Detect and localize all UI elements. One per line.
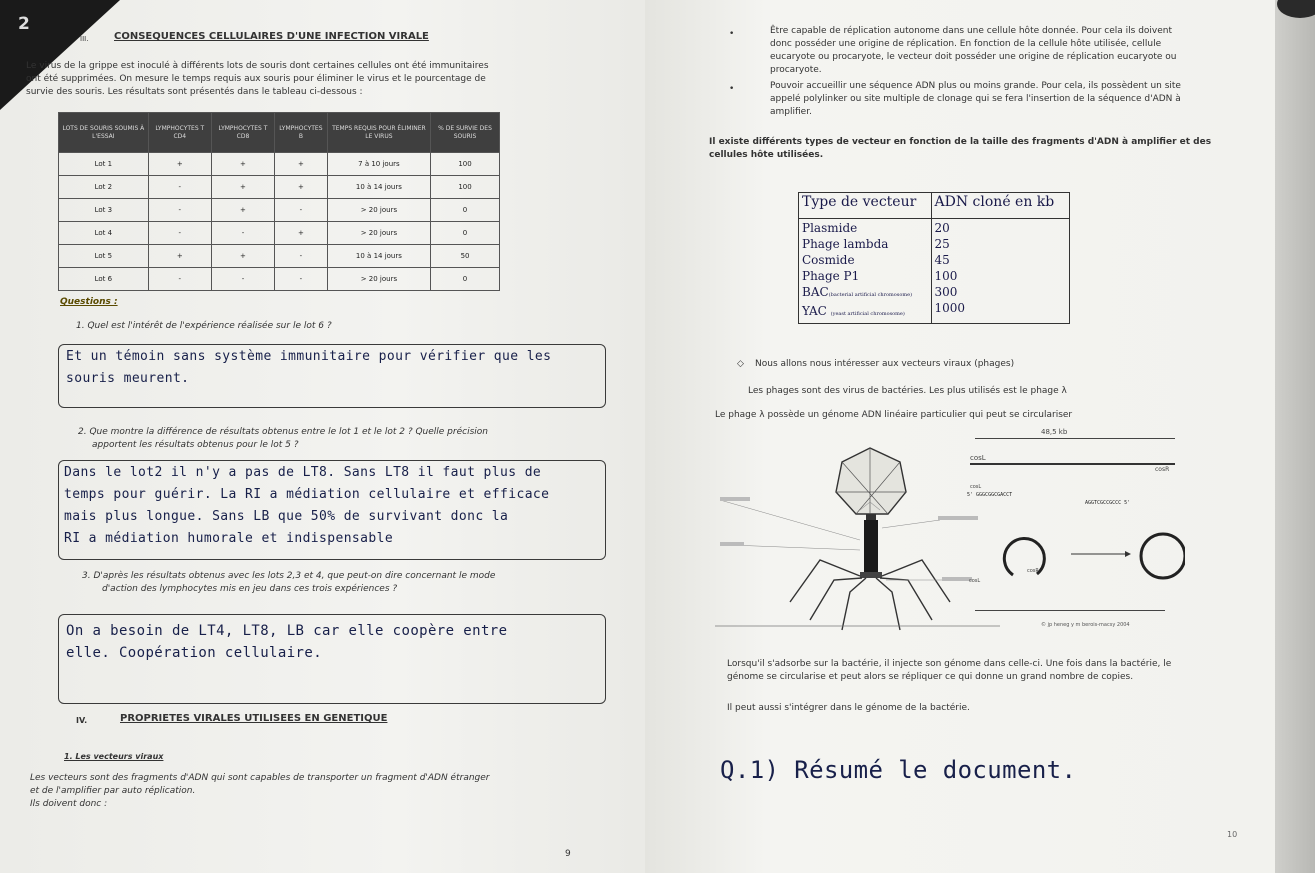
table-cell: Lot 2 bbox=[59, 176, 149, 199]
phage-intro: Nous allons nous intéresser aux vecteurs viraux (phages) bbox=[755, 359, 1015, 369]
table-row bbox=[799, 219, 1070, 324]
question-line: apportent les résultats obtenus pour le lot 5 ? bbox=[92, 440, 299, 450]
sequence-bottom: AGGTCGCCGCCC 5' bbox=[1085, 500, 1131, 506]
intro-line: survie des souris. Les résultats sont présentés dans le tableau ci-dessous : bbox=[26, 87, 363, 97]
question-2 bbox=[78, 426, 488, 452]
table-cell: Lot 6 bbox=[59, 268, 149, 291]
page-badge: 2 bbox=[18, 14, 30, 34]
table-row bbox=[59, 199, 500, 222]
vector-size: 1000 bbox=[934, 301, 966, 315]
table-cell: - bbox=[275, 268, 328, 291]
handwritten-line: mais plus longue. Sans LB que 50% de survivant donc la bbox=[64, 509, 509, 524]
table-cell: 100 bbox=[431, 153, 500, 176]
question-3 bbox=[82, 570, 495, 596]
bullet-line: procaryote. bbox=[770, 65, 822, 75]
table-cell: > 20 jours bbox=[327, 222, 430, 245]
table-header: % DE SURVIE DES SOURIS bbox=[431, 113, 500, 153]
table-cell: Lot 3 bbox=[59, 199, 149, 222]
table-cell: + bbox=[211, 176, 274, 199]
adsorption-paragraph bbox=[727, 658, 1315, 684]
table-cell: 10 à 14 jours bbox=[327, 245, 430, 268]
section-title: CONSEQUENCES CELLULAIRES D'UNE INFECTION VIRALE bbox=[114, 31, 429, 42]
section-4-title: PROPRIETES VIRALES UTILISEES EN GENETIQUE bbox=[120, 713, 388, 724]
vector-type: BAC bbox=[802, 285, 829, 299]
vector-type-note: (bacterial artificial chromosome) bbox=[828, 292, 913, 298]
table-header: Type de vecteur bbox=[799, 193, 932, 219]
paragraph-line: Ils doivent donc : bbox=[30, 799, 108, 809]
genome-bar bbox=[975, 438, 1175, 439]
table-cell: - bbox=[211, 268, 274, 291]
vector-types-intro bbox=[709, 136, 1269, 162]
paragraph-line: Lorsqu'il s'adsorbe sur la bactérie, il injecte son génome dans celle-ci. Une fois dans la bactérie, le bbox=[727, 659, 1172, 669]
intro-paragraph bbox=[26, 60, 586, 99]
table-row bbox=[59, 176, 500, 199]
table-cell: - bbox=[148, 222, 211, 245]
handwritten-question: Q.1) Résumé le document. bbox=[720, 756, 1077, 784]
table-cell: > 20 jours bbox=[327, 199, 430, 222]
table-cell: - bbox=[275, 245, 328, 268]
paragraph-line: Les vecteurs sont des fragments d'ADN qui sont capables de transporter un fragment d'ADN étranger bbox=[30, 773, 490, 783]
handwritten-line: temps pour guérir. La RI a médiation cellulaire et efficace bbox=[64, 487, 550, 502]
vector-size: 100 bbox=[934, 269, 958, 283]
table-cell: 10 à 14 jours bbox=[327, 176, 430, 199]
vector-table bbox=[798, 192, 1070, 324]
page-number: 9 bbox=[565, 849, 571, 859]
table-header: LOTS DE SOURIS SOUMIS À L'ESSAI bbox=[59, 113, 149, 153]
table-row bbox=[59, 222, 500, 245]
table-cell: 50 bbox=[431, 245, 500, 268]
page-edge-shadow bbox=[1275, 0, 1315, 873]
table-cell: 0 bbox=[431, 268, 500, 291]
cosl-label-2: cosL bbox=[970, 484, 982, 490]
answer-2 bbox=[64, 462, 549, 550]
concatemer-line bbox=[975, 610, 1165, 611]
table-cell: + bbox=[275, 153, 328, 176]
bullet-line: amplifier. bbox=[770, 107, 812, 117]
paragraph-line: et de l'amplifier par auto réplication. bbox=[30, 786, 196, 796]
vector-type-note: (yeast artificial chromosome) bbox=[830, 311, 905, 317]
cosl-label-3: cosL bbox=[969, 578, 981, 584]
table-header: LYMPHOCYTES T CD4 bbox=[148, 113, 211, 153]
subsection-title: 1. Les vecteurs viraux bbox=[64, 752, 164, 761]
sequence-top: 5' GGGCGGCGACCT bbox=[967, 492, 1013, 498]
bullet-2 bbox=[770, 80, 1280, 119]
vector-size: 20 bbox=[934, 221, 950, 235]
vector-table-header bbox=[799, 193, 1070, 219]
table-cell: > 20 jours bbox=[327, 268, 430, 291]
table-cell: + bbox=[148, 245, 211, 268]
table-header-row bbox=[59, 113, 500, 153]
table-cell: + bbox=[211, 153, 274, 176]
bullet-line: Pouvoir accueillir une séquence ADN plus ou moins grande. Pour cela, ils possèdent un site bbox=[770, 81, 1181, 91]
vector-type: Phage lambda bbox=[802, 237, 889, 251]
table-cell: Lot 4 bbox=[59, 222, 149, 245]
results-table bbox=[58, 112, 500, 291]
vector-type: Cosmide bbox=[802, 253, 855, 267]
bullet-2-marker: • bbox=[729, 84, 735, 94]
table-header: LYMPHOCYTES B bbox=[275, 113, 328, 153]
vectors-paragraph bbox=[30, 772, 630, 811]
paragraph-line: Il existe différents types de vecteur en fonction de la taille des fragments d'ADN à amplifier et des bbox=[709, 137, 1212, 147]
page-number: 10 bbox=[1227, 830, 1238, 839]
cosl-label: cosL bbox=[970, 454, 986, 462]
table-cell: + bbox=[275, 176, 328, 199]
question-line: 2. Que montre la différence de résultats obtenus entre le lot 1 et le lot 2 ? Quelle précision bbox=[78, 427, 488, 437]
table-cell: Lot 5 bbox=[59, 245, 149, 268]
bullet-line: donc posséder une origine de réplication. En fonction de la cellule hôte utilisée, cellule bbox=[770, 39, 1162, 49]
bullet-1-marker: • bbox=[729, 29, 735, 39]
handwritten-line: Et un témoin sans système immunitaire pour vérifier que les bbox=[66, 349, 552, 364]
table-cell: - bbox=[275, 199, 328, 222]
table-cell: + bbox=[211, 199, 274, 222]
phage-line-2: Le phage λ possède un génome ADN linéaire particulier qui peut se circulariser bbox=[715, 410, 1073, 420]
diamond-bullet-icon: ◇ bbox=[737, 359, 744, 369]
diagram-credit: © jp heneg y m berois-macsy 2004 bbox=[1041, 622, 1130, 628]
question-line: 3. D'après les résultats obtenus avec les lots 2,3 et 4, que peut-on dire concernant le mode bbox=[82, 571, 496, 581]
table-cell: + bbox=[211, 245, 274, 268]
handwritten-line: souris meurent. bbox=[66, 371, 190, 386]
genome-line bbox=[970, 463, 1175, 465]
answer-1 bbox=[66, 346, 551, 390]
cosr-label-3: cosR bbox=[1027, 568, 1039, 574]
table-cell: 0 bbox=[431, 199, 500, 222]
cosr-label: cosR bbox=[1155, 466, 1170, 473]
table-header: LYMPHOCYTES T CD8 bbox=[211, 113, 274, 153]
answer-3 bbox=[66, 620, 507, 664]
handwritten-line: Dans le lot2 il n'y a pas de LT8. Sans LT8 il faut plus de bbox=[64, 465, 542, 480]
intro-line: ont été supprimées. On mesure le temps requis aux souris pour éliminer le virus et le pourcentage de bbox=[26, 74, 486, 84]
paragraph-line: cellules hôte utilisées. bbox=[709, 150, 824, 160]
vector-type: Phage P1 bbox=[802, 269, 860, 283]
table-header: ADN cloné en kb bbox=[931, 193, 1069, 219]
handwritten-line: On a besoin de LT4, LT8, LB car elle coopère entre bbox=[66, 623, 508, 639]
table-row bbox=[59, 245, 500, 268]
handwritten-line: elle. Coopération cellulaire. bbox=[66, 645, 323, 661]
table-cell: - bbox=[148, 176, 211, 199]
vector-size: 25 bbox=[934, 237, 950, 251]
right-page bbox=[645, 0, 1315, 873]
table-cell: 100 bbox=[431, 176, 500, 199]
section-4-number: IV. bbox=[76, 716, 88, 725]
bullet-1 bbox=[770, 25, 1280, 77]
genome-size-label: 48,5 kb bbox=[1041, 428, 1068, 436]
table-cell: Lot 1 bbox=[59, 153, 149, 176]
integration-line: Il peut aussi s'intégrer dans le génome de la bactérie. bbox=[727, 703, 970, 713]
vector-type: YAC bbox=[802, 304, 827, 318]
vector-type: Plasmide bbox=[802, 221, 858, 235]
table-cell: 0 bbox=[431, 222, 500, 245]
vector-size: 300 bbox=[934, 285, 958, 299]
table-cell: + bbox=[148, 153, 211, 176]
questions-label: Questions : bbox=[60, 297, 118, 307]
vector-size: 45 bbox=[934, 253, 950, 267]
circularization-icon bbox=[975, 520, 1185, 590]
table-row bbox=[59, 268, 500, 291]
bullet-line: Être capable de réplication autonome dans une cellule hôte donnée. Pour cela ils doivent bbox=[770, 26, 1173, 36]
table-row bbox=[59, 153, 500, 176]
table-cell: - bbox=[148, 268, 211, 291]
phage-lambda-icon bbox=[710, 430, 1013, 640]
phage-line-1: Les phages sont des virus de bactéries. Les plus utilisés est le phage λ bbox=[748, 386, 1067, 396]
question-1: 1. Quel est l'intérêt de l'expérience réalisée sur le lot 6 ? bbox=[76, 321, 332, 331]
paragraph-line: génome se circularise et peut alors se répliquer ce qui donne un grand nombre de copies. bbox=[727, 672, 1134, 682]
section-number: III. bbox=[80, 35, 89, 43]
bullet-line: appelé polylinker ou site multiple de clonage qui se fera l'insertion de la séquence d'ADN à bbox=[770, 94, 1181, 104]
table-header: TEMPS REQUIS POUR ÉLIMINER LE VIRUS bbox=[327, 113, 430, 153]
bullet-line: eucaryote ou procaryote, le vecteur doit posséder une origine de réplication eucaryote ou bbox=[770, 52, 1177, 62]
handwritten-line: RI a médiation humorale et indispensable bbox=[64, 531, 394, 546]
table-cell: 7 à 10 jours bbox=[327, 153, 430, 176]
intro-line: Le virus de la grippe est inoculé à différents lots de souris dont certaines cellules ont été immunitaires bbox=[26, 61, 489, 71]
table-cell: + bbox=[275, 222, 328, 245]
table-cell: - bbox=[211, 222, 274, 245]
table-cell: - bbox=[148, 199, 211, 222]
question-line: d'action des lymphocytes mis en jeu dans ces trois expériences ? bbox=[102, 584, 398, 594]
